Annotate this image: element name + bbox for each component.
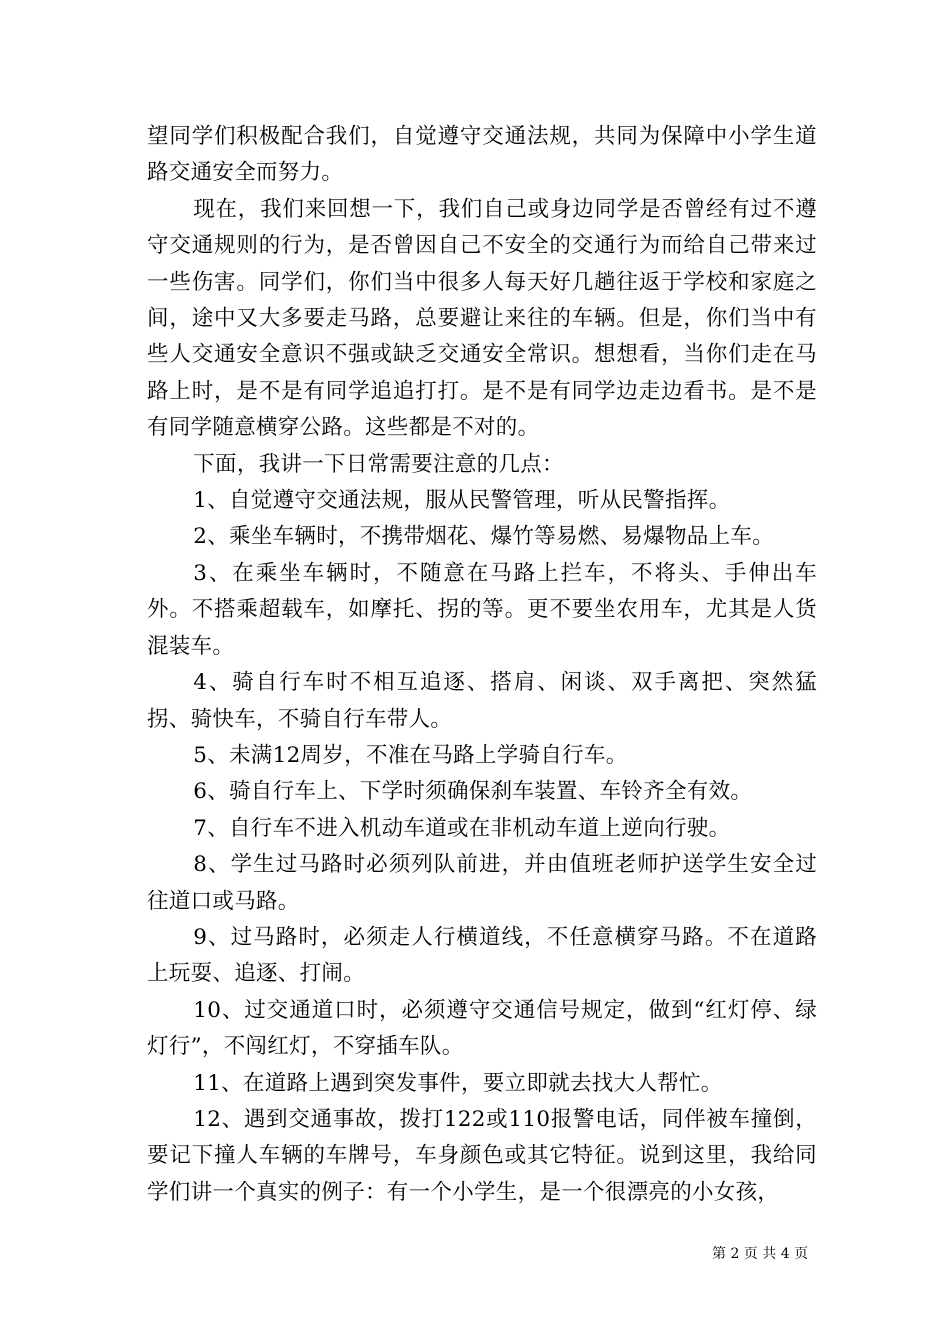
list-item-8: 8、学生过马路时必须列队前进，并由值班老师护送学生安全过往道口或马路。 — [147, 852, 817, 914]
list-item-5: 5、未满12周岁，不准在马路上学骑自行车。 — [193, 742, 628, 768]
list-item-2: 2、乘坐车辆时，不携带烟花、爆竹等易燃、易爆物品上车。 — [193, 524, 775, 550]
paragraph-reflection: 现在，我们来回想一下，我们自己或身边同学是否曾经有过不遵守交通规则的行为，是否曾因自己不安全的交通行为而给自己带来过一些伤害。同学们，你们当中很多人每天好几趟往返于学校和家庭之间，途中又大多要走马路，总要避让来往的车辆。但是，你们当中有些人交通安全意识不强或缺乏交通安全常识。想想看，当你们走在马路上时，是不是有同学追追打打。是不是有同学边走边看书。是不是有同学随意横穿公路。这些都是不对的。 — [147, 196, 817, 441]
list-item-6: 6、骑自行车上、下学时须确保刹车装置、车铃齐全有效。 — [193, 779, 753, 805]
list-item-11: 11、在道路上遇到突发事件，要立即就去找大人帮忙。 — [193, 1070, 723, 1096]
list-item-1: 1、自觉遵守交通法规，服从民警管理，听从民警指挥。 — [193, 488, 731, 514]
paragraph-intro-end: 望同学们积极配合我们，自觉遵守交通法规，共同为保障中小学生道路交通安全而努力。 — [147, 124, 817, 186]
list-item-9: 9、过马路时，必须走人行横道线，不任意横穿马路。不在道路上玩耍、追逐、打闹。 — [147, 924, 817, 987]
list-item-7: 7、自行车不进入机动车道或在非机动车道上逆向行驶。 — [193, 815, 731, 841]
list-item-3: 3、在乘坐车辆时，不随意在马路上拦车，不将头、手伸出车外。不搭乘超载车，如摩托、拐的等。更不要坐农用车，尤其是人货混装车。 — [147, 560, 817, 659]
list-item-4: 4、骑自行车时不相互追逐、搭肩、闲谈、双手离把、突然猛拐、骑快车，不骑自行车带人。 — [147, 670, 817, 732]
list-item-12: 12、遇到交通事故，拨打122或110报警电话，同伴被车撞倒，要记下撞人车辆的车牌号，车身颜色或其它特征。说到这里，我给同学们讲一个真实的例子：有一个小学生，是一个很漂亮的小女孩， — [147, 1106, 817, 1205]
paragraph-list-intro: 下面，我讲一下日常需要注意的几点： — [193, 451, 564, 477]
page-number-footer: 第 2 页 共 4 页 — [712, 1246, 809, 1262]
list-item-10: 10、过交通道口时，必须遵守交通信号规定，做到“红灯停、绿灯行”，不闯红灯，不穿插车队。 — [147, 997, 817, 1060]
document-body — [147, 119, 817, 1211]
